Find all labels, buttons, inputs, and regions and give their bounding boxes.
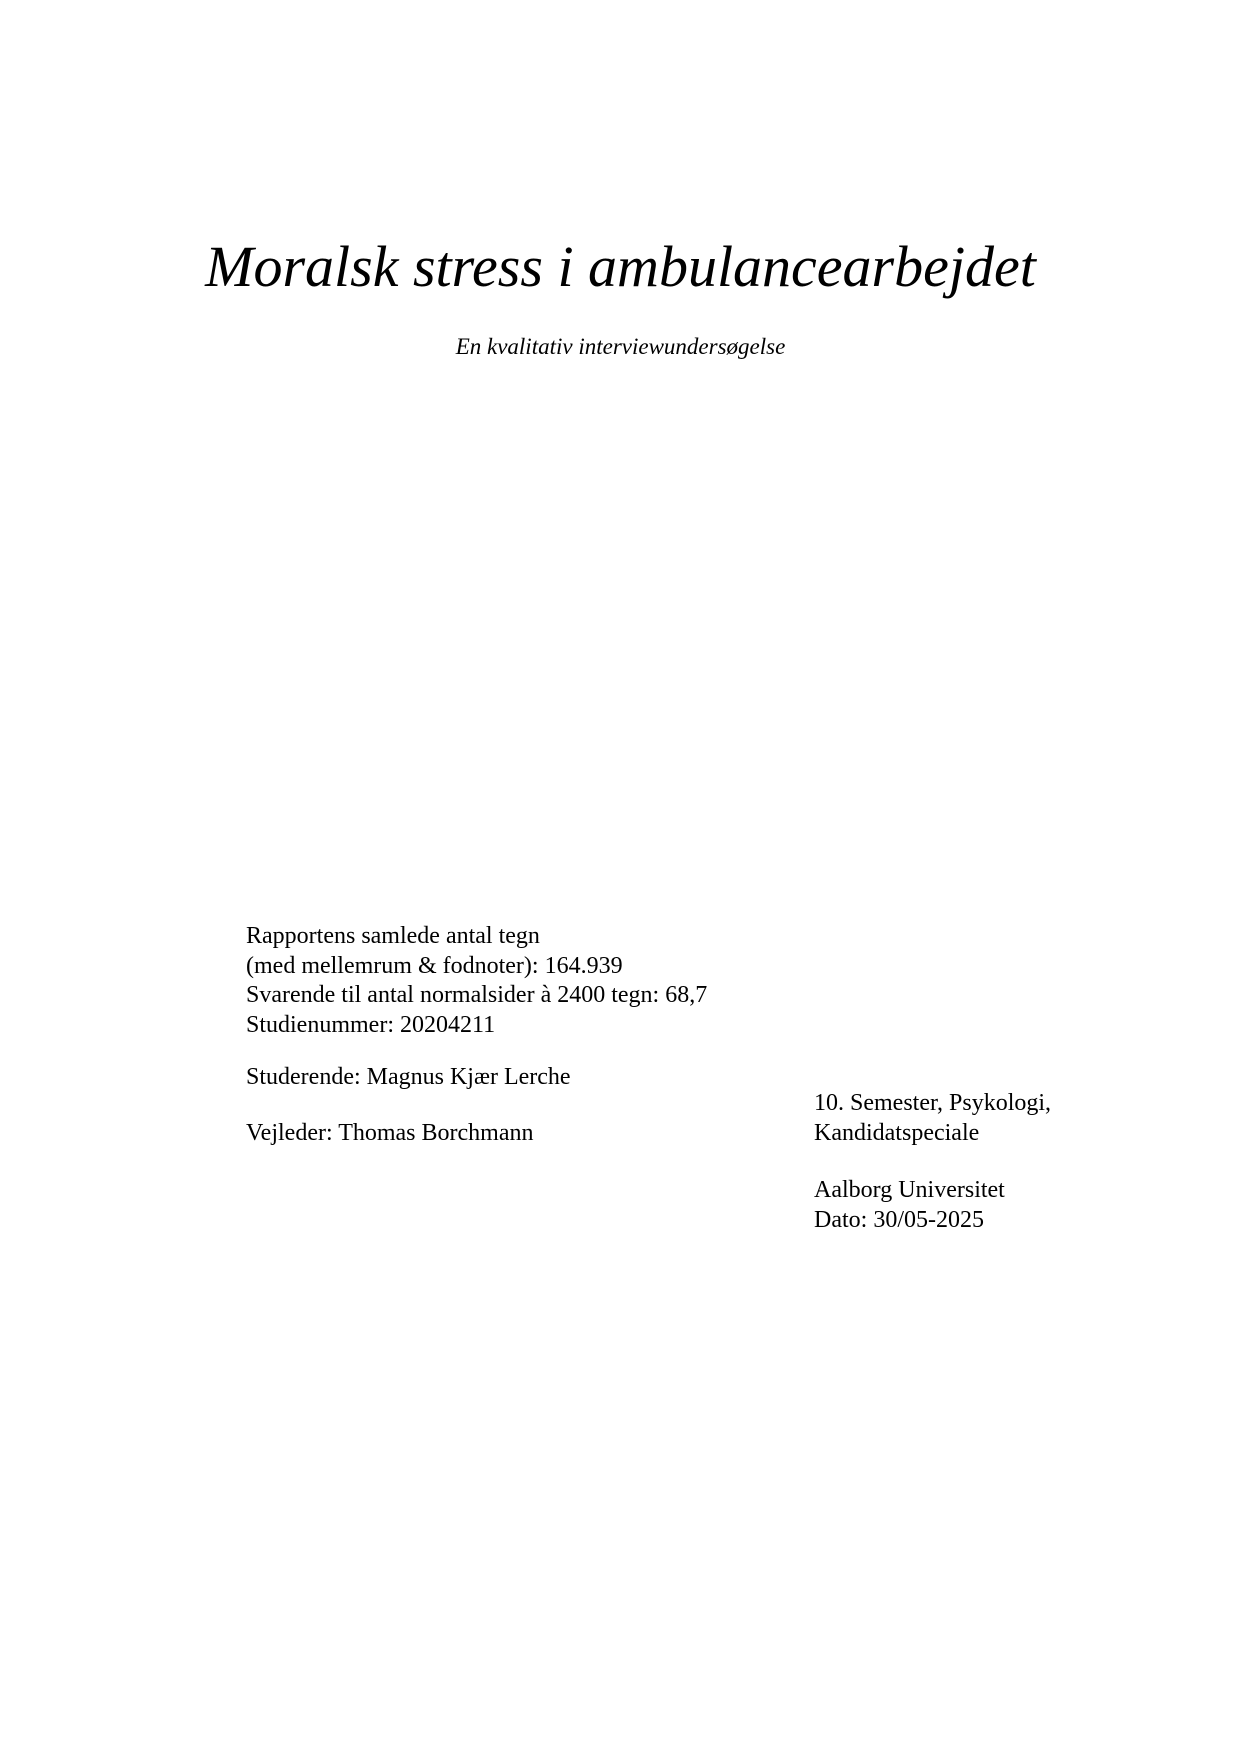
char-count-detail: (med mellemrum & fodnoter): 164.939 xyxy=(246,952,623,979)
thesis-subtitle: En kvalitativ interviewundersøgelse xyxy=(455,334,786,359)
university-name: Aalborg Universitet xyxy=(814,1177,1005,1203)
spacer xyxy=(814,1148,1051,1176)
student-name: Studerende: Magnus Kjær Lerche xyxy=(246,1064,571,1090)
submission-date: Dato: 30/05-2025 xyxy=(814,1206,984,1233)
thesis-title: Moralsk stress i ambulancearbejdet xyxy=(205,234,1036,299)
student-number: Studienummer: 20204211 xyxy=(246,1011,496,1038)
supervisor-name: Vejleder: Thomas Borchmann xyxy=(246,1120,534,1146)
normal-pages-count: Svarende til antal normalsider à 2400 tegn: 68,7 xyxy=(246,982,708,1008)
char-count-label: Rapportens samlede antal tegn xyxy=(246,923,540,949)
semester-line: 10. Semester, Psykologi, xyxy=(814,1090,1052,1116)
course-institution-block xyxy=(814,1089,1051,1235)
report-info-block xyxy=(246,922,707,1040)
thesis-type: Kandidatspeciale xyxy=(814,1119,980,1146)
